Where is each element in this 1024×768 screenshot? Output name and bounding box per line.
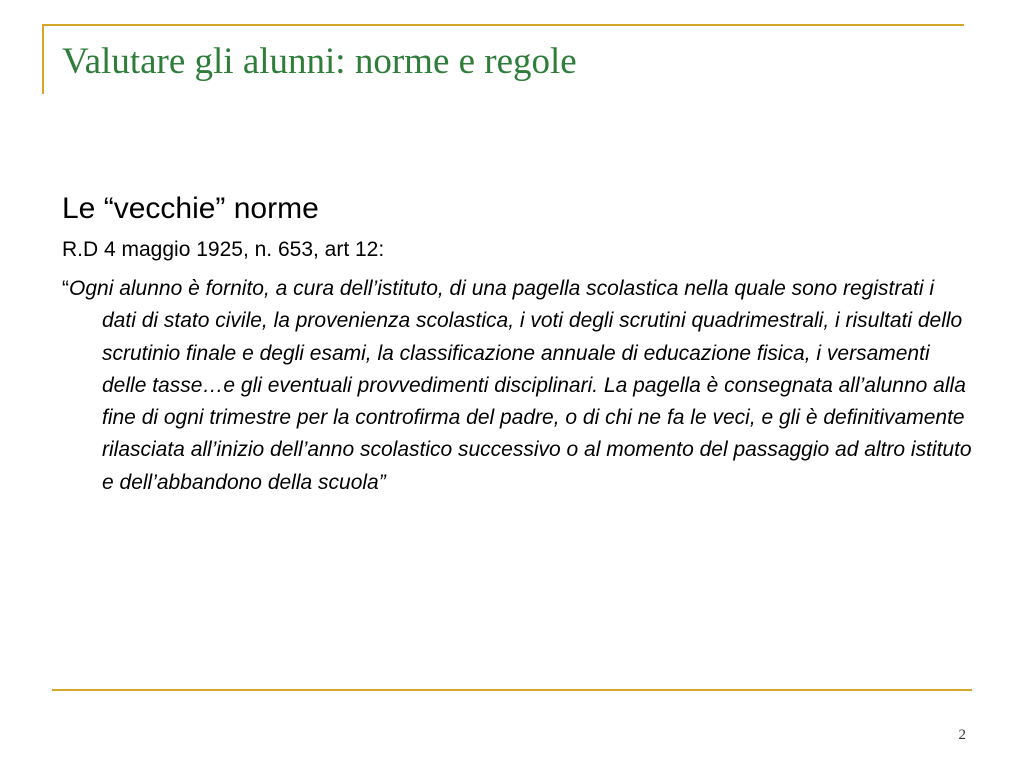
page-number: 2	[958, 727, 966, 743]
quote-open-mark: “	[62, 277, 69, 300]
bottom-rule	[52, 689, 972, 691]
top-horizontal-rule	[42, 24, 964, 26]
top-vertical-rule	[42, 24, 44, 94]
slide-content	[62, 190, 972, 499]
quote-text: Ogni alunno è fornito, a cura dell’istituto, di una pagella scolastica nella quale sono registrati i dati di stato civile, la provenienza scolastica, i voti degli scrutini quadrimestrali, i risultati dello scrutinio finale e degli esami, la classificazione annuale di educazione fisica, i versamenti delle tasse…e gli eventuali provvedimenti disciplinari. La pagella è consegnata all’alunno alla fine di ogni trimestre per la controfirma del padre, o di chi ne fa le veci, e gli è definitivamente rilasciata all’inizio dell’anno scolastico successivo o al momento del passaggio ad altro istituto e dell’abbandono della scuola”	[69, 277, 972, 494]
law-quote	[62, 273, 972, 499]
law-reference: R.D 4 maggio 1925, n. 653, art 12:	[62, 238, 385, 261]
slide-title: Valutare gli alunni: norme e regole	[62, 41, 577, 82]
section-subtitle: Le “vecchie” norme	[62, 192, 319, 225]
